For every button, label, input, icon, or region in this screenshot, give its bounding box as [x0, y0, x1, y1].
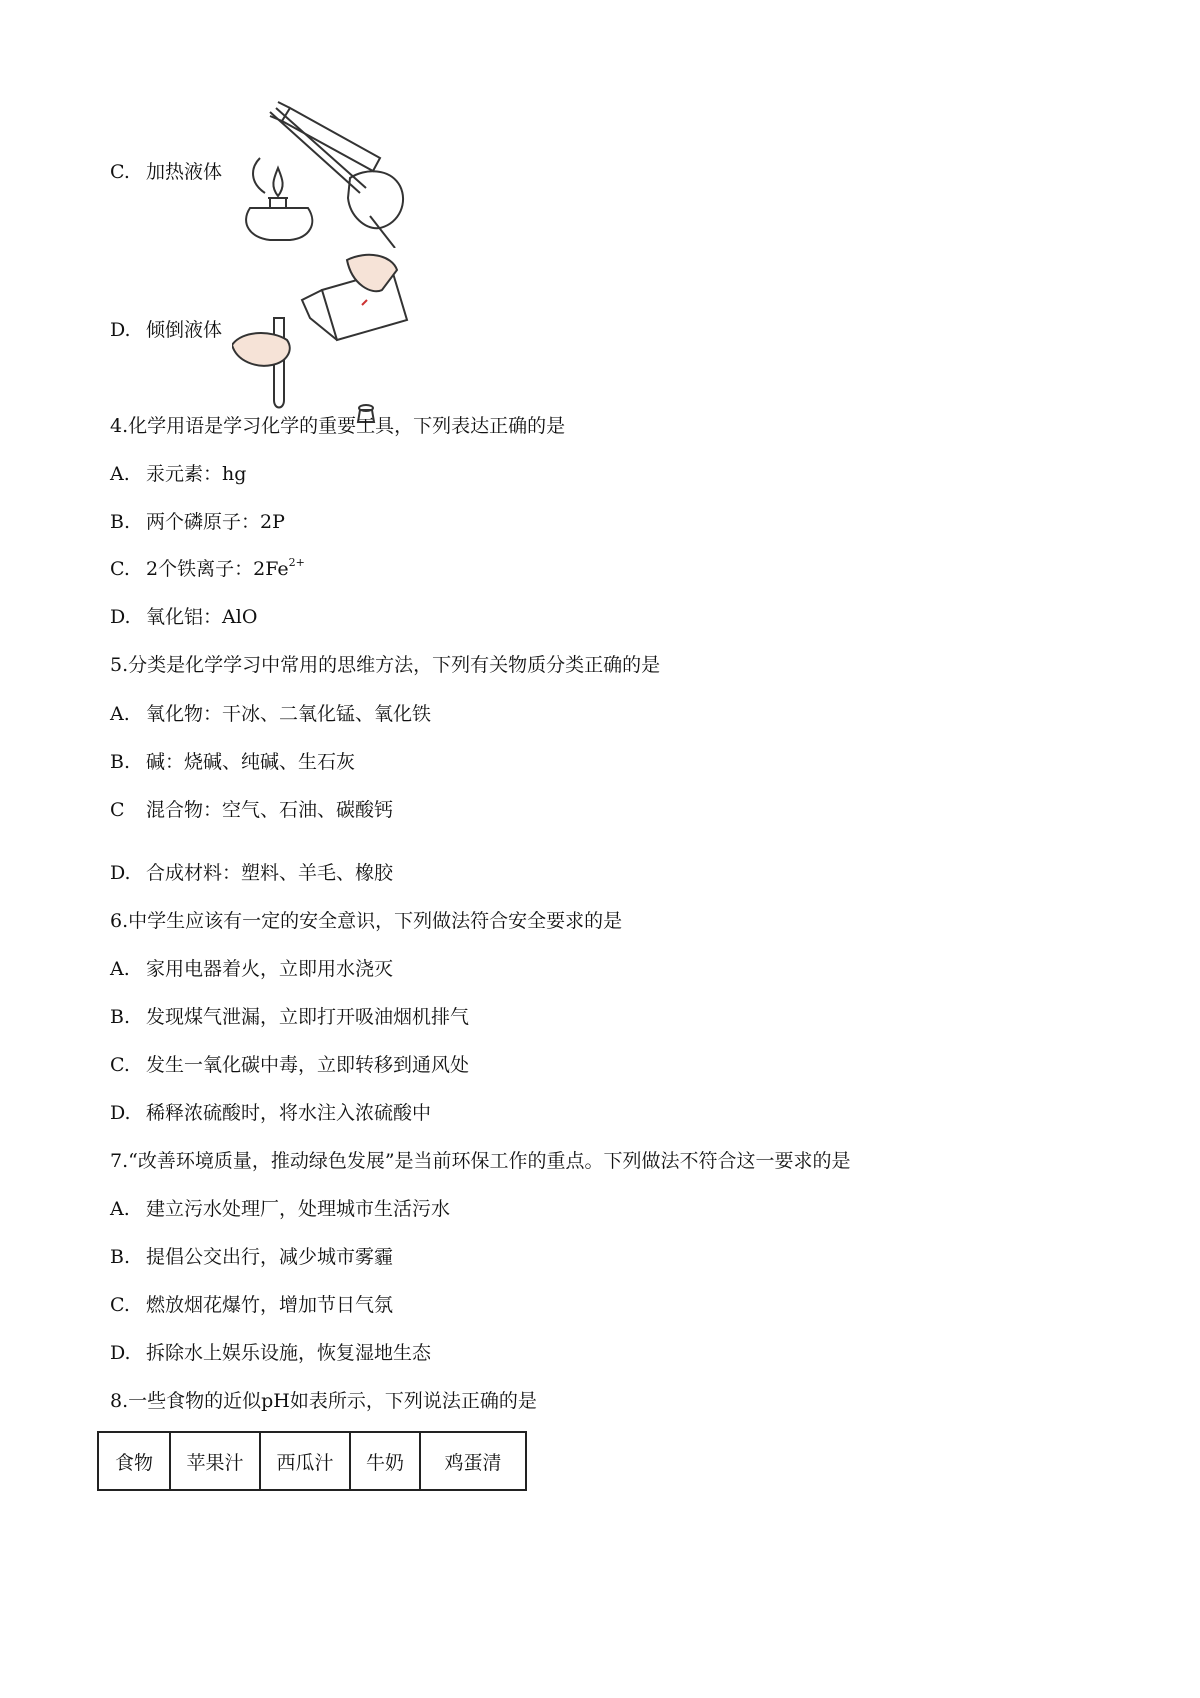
option-text: 家用电器着火，立即用水浇灭	[146, 958, 394, 980]
question-8-stem: 8.一些食物的近似pH如表所示，下列说法正确的是	[110, 1390, 537, 1412]
option-label: C.	[110, 558, 130, 580]
ion-charge-superscript: 2+	[288, 556, 305, 569]
q6-option-b	[110, 1005, 469, 1029]
question-7-stem: 7.“改善环境质量，推动绿色发展”是当前环保工作的重点。下列做法不符合这一要求的是	[110, 1150, 851, 1172]
option-label: B.	[110, 751, 131, 773]
food-ph-table	[97, 1431, 527, 1491]
q3-option-d	[110, 318, 222, 342]
q7-option-a	[110, 1197, 450, 1221]
option-label: A.	[110, 463, 130, 485]
option-label: D.	[110, 319, 131, 341]
option-label: C.	[110, 161, 130, 183]
table-cell: 食物	[98, 1432, 170, 1490]
option-label: C.	[110, 1294, 130, 1316]
option-label: A.	[110, 703, 130, 725]
option-text: 氧化铝：AlO	[146, 606, 258, 628]
option-text: 混合物：空气、石油、碳酸钙	[146, 799, 394, 821]
option-text: 两个磷原子：2P	[146, 511, 285, 533]
q7-option-c	[110, 1293, 393, 1317]
q4-option-a	[110, 462, 246, 486]
option-text: 氧化物：干冰、二氧化锰、氧化铁	[146, 703, 432, 725]
q5-option-c	[110, 798, 393, 822]
q7-option-d	[110, 1341, 431, 1365]
option-label: D.	[110, 1342, 131, 1364]
pouring-liquid-illustration	[232, 250, 422, 430]
option-text: 发现煤气泄漏，立即打开吸油烟机排气	[146, 1006, 470, 1028]
option-label: B.	[110, 1006, 131, 1028]
q6-option-d	[110, 1101, 431, 1125]
question-5-stem: 5.分类是化学学习中常用的思维方法，下列有关物质分类正确的是	[110, 654, 661, 676]
option-text: 加热液体	[146, 161, 223, 183]
table-cell: 鸡蛋清	[420, 1432, 526, 1490]
option-label: C	[110, 799, 125, 821]
q4-option-d	[110, 605, 257, 629]
option-label: B.	[110, 511, 131, 533]
option-text: 燃放烟花爆竹，增加节日气氛	[146, 1294, 394, 1316]
q5-option-a	[110, 702, 431, 726]
table-cell: 苹果汁	[170, 1432, 260, 1490]
option-label: A.	[110, 1198, 130, 1220]
q5-option-d	[110, 861, 393, 885]
heating-liquid-illustration	[230, 98, 420, 248]
option-text: 倾倒液体	[146, 319, 223, 341]
option-label: D.	[110, 862, 131, 884]
option-label: C.	[110, 1054, 130, 1076]
question-6-stem: 6.中学生应该有一定的安全意识，下列做法符合安全要求的是	[110, 910, 623, 932]
option-label: A.	[110, 958, 130, 980]
q6-option-c	[110, 1053, 469, 1077]
option-label: D.	[110, 1102, 131, 1124]
option-text: 碱：烧碱、纯碱、生石灰	[146, 751, 356, 773]
table-row	[98, 1432, 526, 1490]
question-4-stem: 4.化学用语是学习化学的重要工具，下列表达正确的是	[110, 415, 566, 437]
option-text: 拆除水上娱乐设施，恢复湿地生态	[146, 1342, 432, 1364]
q5-option-b	[110, 750, 355, 774]
q7-option-b	[110, 1245, 393, 1269]
option-label: B.	[110, 1246, 131, 1268]
option-label: D.	[110, 606, 131, 628]
q4-option-b	[110, 510, 285, 534]
option-text: 2个铁离子：2Fe	[146, 558, 289, 580]
option-text: 汞元素：hg	[146, 463, 247, 485]
option-text: 提倡公交出行，减少城市雾霾	[146, 1246, 394, 1268]
q4-option-c	[110, 557, 305, 581]
table-cell: 西瓜汁	[260, 1432, 350, 1490]
option-text: 稀释浓硫酸时，将水注入浓硫酸中	[146, 1102, 432, 1124]
option-text: 合成材料：塑料、羊毛、橡胶	[146, 862, 394, 884]
q6-option-a	[110, 957, 393, 981]
option-text: 发生一氧化碳中毒，立即转移到通风处	[146, 1054, 470, 1076]
q3-option-c	[110, 160, 222, 184]
option-text: 建立污水处理厂，处理城市生活污水	[146, 1198, 451, 1220]
table-cell: 牛奶	[350, 1432, 420, 1490]
